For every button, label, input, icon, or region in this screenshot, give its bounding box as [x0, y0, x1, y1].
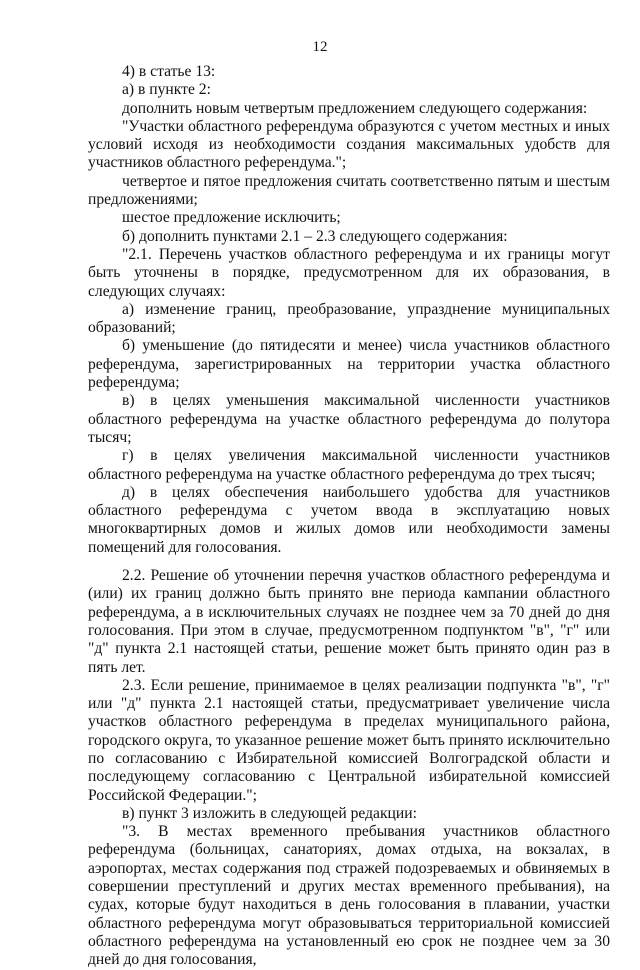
paragraph-item-v-point-3: в) пункт 3 изложить в следующей редакции:: [122, 804, 417, 822]
paragraph-item-a-point-2: а) в пункте 2:: [122, 81, 211, 99]
paragraph-point-2-1: "2.1. Перечень участков областного референдума и их границы могут быть уточнены в порядке, предусмотренном для их образования, в следующих случаях:: [88, 245, 610, 300]
paragraph-case-v: в) в целях уменьшения максимальной численности участников областного референдума на участке областного референдума до полутора тысяч;: [88, 392, 610, 446]
paragraph-item-b-add-points: б) дополнить пунктами 2.1 – 2.3 следующего содержания:: [122, 227, 508, 245]
paragraph-spacer: [88, 557, 610, 567]
paragraph-case-a: а) изменение границ, преобразование, упразднение муниципальных образований;: [88, 300, 610, 337]
paragraph-case-d: д) в целях обеспечения наибольшего удобства для участников областного референдума с учетом ввода в эксплуатацию новых многоквартирных домов и жилых домов или необходимости замены помещений для голосования.: [88, 483, 610, 556]
page-number: 12: [312, 39, 328, 55]
paragraph-renumber-sentences: четвертое и пятое предложения считать соответственно пятым и шестым предложениями;: [88, 172, 610, 209]
paragraph-case-b: б) уменьшение (до пятидесяти и менее) числа участников областного референдума, зарегистрированных на территории участка областного референдума;: [88, 337, 610, 392]
document-body: [88, 63, 610, 970]
paragraph-point-2-2: 2.2. Решение об уточнении перечня участков областного референдума и (или) их границ должно быть принято вне периода кампании областного референдума, а в исключительных случаях не позднее чем за 70 дней до дня голосования. При этом в случае, предусмотренном подпунктом "в", "г" или "д" пункта 2.1 настоящей статьи, решение может быть принято один раз в пять лет.: [88, 567, 610, 676]
paragraph-article-13: 4) в статье 13:: [122, 63, 216, 80]
paragraph-quote-participants-sites: "Участки областного референдума образуются с учетом местных и иных условий исходя из необходимости создания максимальных удобств для участников областного референдума.";: [88, 117, 610, 172]
paragraph-point-3-text: "3. В местах временного пребывания участников областного референдума (больницах, санаториях, домах отдыха, на вокзалах, в аэропортах, местах содержания под стражей подозреваемых и обвиняемых в совершении преступлений и других местах временного пребывания), на судах, которые будут находиться в день голосования в плавании, участки областного референдума могут образовываться территориальной комиссией областного референдума на установленный ею срок не позднее чем за 30 дней до дня голосования,: [88, 823, 610, 969]
paragraph-case-g: г) в целях увеличения максимальной численности участников областного референдума на участке областного референдума до трех тысяч;: [88, 447, 610, 483]
paragraph-exclude-sixth: шестое предложение исключить;: [122, 209, 341, 227]
paragraph-point-2-3: 2.3. Если решение, принимаемое в целях реализации подпункта "в", "г" или "д" пункта 2.1 настоящей статьи, предусматривает увеличение числа участков областного референдума в пределах муниципального района, городского округа, то указанное решение может быть принято исключительно по согласованию с Избирательной комиссией Волгоградской области и последующему согласованию с Центральной избирательной комиссией Российской Федерации.";: [88, 676, 610, 804]
paragraph-add-fourth-sentence: дополнить новым четвертым предложением следующего содержания:: [122, 99, 588, 117]
